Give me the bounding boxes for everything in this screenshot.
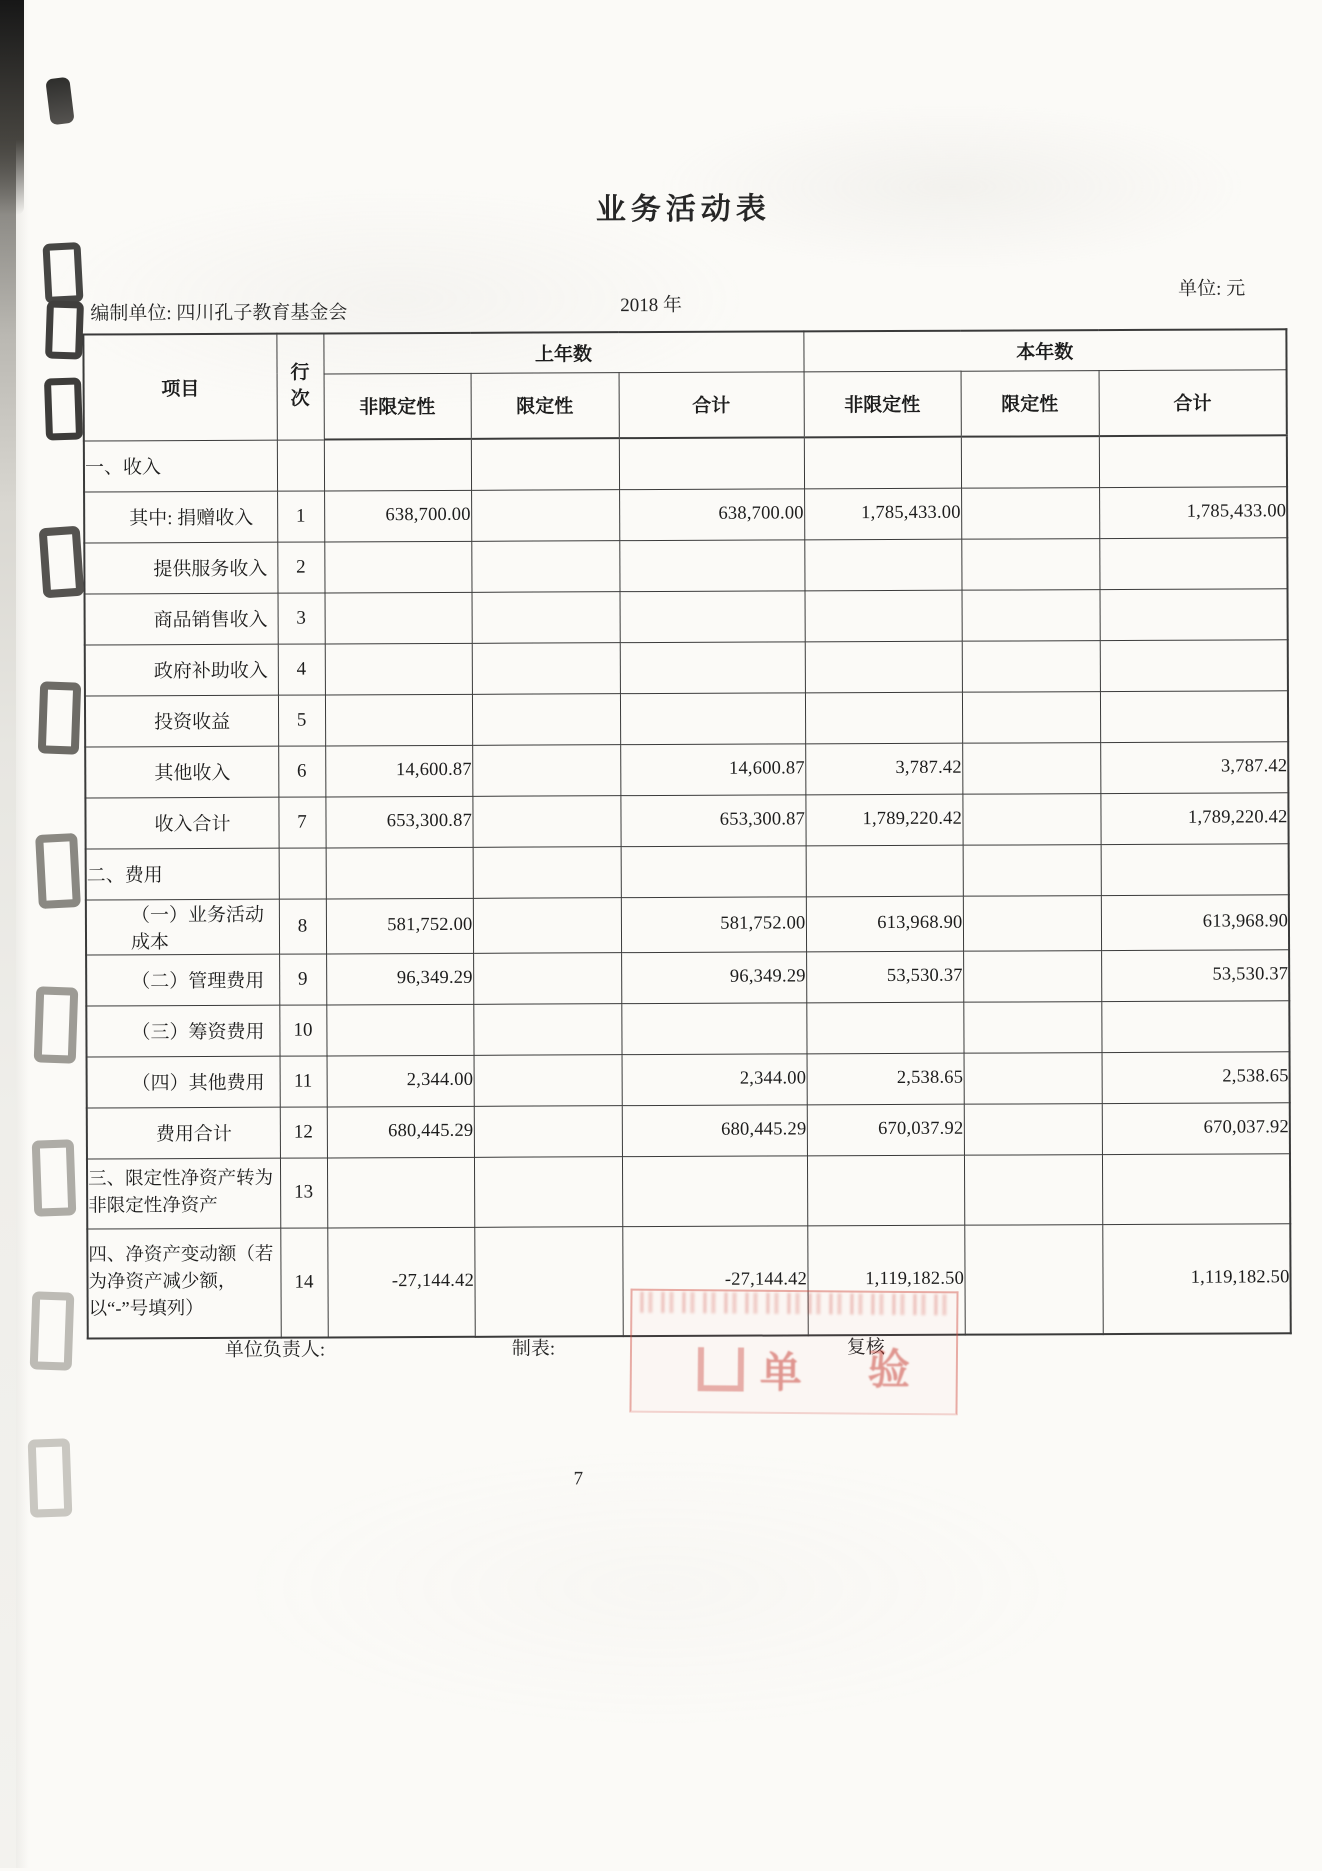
value-cell: 1,789,220.42 xyxy=(1100,792,1288,844)
value-cell xyxy=(473,897,621,953)
value-cell xyxy=(474,1105,622,1157)
table-body xyxy=(84,435,1291,1338)
header-total-curr: 合计 xyxy=(1099,369,1287,436)
value-cell: 1,119,182.50 xyxy=(1102,1223,1290,1334)
binder-hole-mark xyxy=(30,1291,75,1370)
value-cell xyxy=(964,1154,1102,1225)
value-cell: 2,344.00 xyxy=(327,1055,474,1107)
table-row xyxy=(87,1153,1290,1228)
value-cell xyxy=(621,1002,806,1054)
value-cell xyxy=(621,845,806,897)
value-cell xyxy=(961,487,1099,539)
meta-row xyxy=(82,278,1285,332)
red-stamp xyxy=(629,1289,958,1416)
scan-corner-blob xyxy=(0,0,24,215)
value-cell xyxy=(325,694,472,746)
value-cell xyxy=(474,1054,622,1106)
value-cell: -27,144.42 xyxy=(327,1227,474,1338)
item-cell: 其中: 捐赠收入 xyxy=(84,491,277,543)
value-cell: -27,144.42 xyxy=(622,1225,808,1336)
preparer-label: 制表: xyxy=(511,1338,556,1360)
row-number-cell: 14 xyxy=(280,1227,327,1337)
value-cell xyxy=(620,590,805,642)
row-number-cell: 9 xyxy=(279,953,326,1004)
value-cell: 53,530.37 xyxy=(1101,949,1289,1001)
value-cell: 653,300.87 xyxy=(325,796,472,848)
item-cell: 其他收入 xyxy=(85,746,278,798)
value-cell xyxy=(620,641,805,693)
reviewer-label: 复核 xyxy=(846,1337,885,1359)
binder-hole-mark xyxy=(28,1438,73,1517)
value-cell: 14,600.87 xyxy=(325,745,472,797)
value-cell xyxy=(1099,435,1287,487)
value-cell xyxy=(961,538,1099,590)
value-cell: 53,530.37 xyxy=(806,951,963,1003)
value-cell: 653,300.87 xyxy=(620,794,805,846)
header-total-prev: 合计 xyxy=(619,371,804,438)
stamp-small-text xyxy=(640,1292,950,1316)
binder-hole-mark xyxy=(34,986,79,1063)
value-cell xyxy=(325,643,472,695)
value-cell: 3,787.42 xyxy=(1100,741,1288,793)
value-cell: 3,787.42 xyxy=(805,743,962,795)
row-number-cell: 4 xyxy=(278,643,325,694)
value-cell xyxy=(473,846,621,898)
value-cell: 613,968.90 xyxy=(806,896,963,952)
row-number-cell: 7 xyxy=(278,796,325,847)
value-cell xyxy=(620,692,805,744)
header-row-no: 行次 xyxy=(276,333,323,439)
value-cell xyxy=(805,692,962,744)
value-cell xyxy=(474,1156,622,1227)
value-cell xyxy=(806,1002,963,1054)
binder-hole-mark xyxy=(44,377,83,440)
header-restricted-curr: 限定性 xyxy=(961,370,1099,437)
value-cell xyxy=(471,438,619,490)
item-cell: （二）管理费用 xyxy=(86,954,279,1006)
value-cell xyxy=(962,589,1100,641)
header-unrestricted-curr: 非限定性 xyxy=(804,371,961,438)
binder-hole-mark xyxy=(42,242,83,304)
row-number-cell: 10 xyxy=(279,1004,326,1055)
item-cell: （三）筹资费用 xyxy=(86,1005,279,1057)
stamp-character: 单 xyxy=(759,1350,803,1398)
value-cell xyxy=(1101,843,1289,895)
value-cell xyxy=(472,693,620,745)
table-row xyxy=(87,1102,1290,1158)
value-cell xyxy=(805,590,962,642)
table-header xyxy=(83,329,1286,440)
value-cell xyxy=(473,1003,621,1055)
table-row xyxy=(85,741,1288,797)
prepared-by-label: 编制单位: xyxy=(90,303,172,325)
binder-hole-mark xyxy=(35,833,81,909)
value-cell xyxy=(964,1224,1102,1335)
prepared-by-value: 四川孔子教育基金会 xyxy=(176,302,348,325)
value-cell xyxy=(806,845,963,897)
value-cell xyxy=(619,437,804,489)
value-cell xyxy=(471,489,619,541)
item-cell: 三、限定性净资产转为非限定性净资产 xyxy=(87,1158,280,1229)
value-cell xyxy=(963,895,1101,951)
report-year: 2018 年 xyxy=(620,294,683,317)
row-number-cell: 1 xyxy=(277,490,324,541)
row-number-cell: 2 xyxy=(277,541,324,592)
value-cell: 1,119,182.50 xyxy=(807,1225,964,1336)
item-cell: 商品销售收入 xyxy=(85,593,278,645)
table-row xyxy=(85,792,1288,848)
value-cell xyxy=(963,844,1101,896)
table-row xyxy=(87,1051,1290,1107)
row-number-cell xyxy=(277,439,324,490)
row-number-cell: 13 xyxy=(280,1157,327,1227)
value-cell xyxy=(472,744,620,796)
value-cell xyxy=(963,950,1101,1002)
page-number: 7 xyxy=(573,1468,584,1490)
item-cell: 提供服务收入 xyxy=(84,542,277,594)
value-cell xyxy=(964,1103,1102,1155)
value-cell: 2,538.65 xyxy=(1102,1051,1290,1103)
value-cell xyxy=(1102,1153,1290,1224)
value-cell xyxy=(1101,1000,1289,1052)
table-row xyxy=(86,1000,1289,1056)
value-cell xyxy=(619,539,804,591)
item-cell: （四）其他费用 xyxy=(87,1056,280,1108)
value-cell xyxy=(962,691,1100,743)
value-cell: 14,600.87 xyxy=(620,743,805,795)
row-number-cell: 5 xyxy=(278,694,325,745)
value-cell: 638,700.00 xyxy=(324,490,471,542)
item-cell: 政府补助收入 xyxy=(85,644,278,696)
table-row xyxy=(84,435,1287,491)
value-cell xyxy=(1100,588,1288,640)
value-cell xyxy=(962,742,1100,794)
row-number-cell: 11 xyxy=(280,1055,327,1106)
value-cell xyxy=(962,793,1100,845)
value-cell xyxy=(1100,639,1288,691)
value-cell: 680,445.29 xyxy=(622,1104,807,1156)
value-cell xyxy=(324,541,471,593)
item-cell: 投资收益 xyxy=(85,695,278,747)
value-cell: 670,037.92 xyxy=(807,1104,964,1156)
item-cell: （一）业务活动成本 xyxy=(86,899,279,955)
value-cell xyxy=(474,1226,622,1337)
value-cell xyxy=(807,1155,964,1226)
binder-hole-mark xyxy=(38,681,81,754)
item-cell: 一、收入 xyxy=(84,440,277,492)
value-cell xyxy=(964,1052,1102,1104)
table-row xyxy=(84,486,1287,542)
binder-hole-mark xyxy=(32,1139,77,1216)
table-row xyxy=(86,949,1289,1005)
header-curr-year: 本年数 xyxy=(803,329,1286,371)
value-cell xyxy=(804,437,961,489)
value-cell xyxy=(1099,537,1287,589)
value-cell xyxy=(327,1157,474,1228)
binder-hole-mark xyxy=(39,526,85,599)
row-number-cell: 6 xyxy=(278,745,325,796)
value-cell xyxy=(324,439,471,491)
value-cell: 1,785,433.00 xyxy=(1099,486,1287,538)
value-cell: 680,445.29 xyxy=(327,1106,474,1158)
value-cell xyxy=(622,1155,807,1226)
value-cell xyxy=(963,1001,1101,1053)
table-row xyxy=(84,537,1287,593)
row-number-cell: 8 xyxy=(279,898,326,953)
value-cell: 638,700.00 xyxy=(619,488,804,540)
header-prev-year: 上年数 xyxy=(323,331,803,373)
row-number-cell xyxy=(279,847,326,898)
value-cell xyxy=(805,641,962,693)
row-number-cell: 12 xyxy=(280,1106,327,1157)
header-unrestricted-prev: 非限定性 xyxy=(324,373,471,440)
row-number-cell: 3 xyxy=(278,592,325,643)
unit-label: 单位: 元 xyxy=(1178,278,1246,300)
header-item: 项目 xyxy=(83,334,276,441)
value-cell xyxy=(325,592,472,644)
table-row xyxy=(85,588,1288,644)
scan-edge-strip xyxy=(0,0,16,1868)
value-cell xyxy=(471,540,619,592)
value-cell xyxy=(1100,690,1288,742)
value-cell xyxy=(472,795,620,847)
value-cell xyxy=(326,847,473,899)
stamp-bracket-mark xyxy=(698,1347,744,1391)
value-cell: 581,752.00 xyxy=(326,898,473,954)
value-cell: 96,349.29 xyxy=(326,953,473,1005)
table-row xyxy=(85,690,1288,746)
responsible-label: 单位负责人: xyxy=(224,1339,326,1361)
value-cell xyxy=(472,591,620,643)
item-cell: 四、净资产变动额（若为净资产减少额，以“-”号填列） xyxy=(87,1228,280,1339)
item-cell: 二、费用 xyxy=(86,848,279,900)
value-cell xyxy=(961,436,1099,488)
value-cell: 670,037.92 xyxy=(1102,1102,1290,1154)
page-title: 业务活动表 xyxy=(595,192,771,227)
value-cell: 2,538.65 xyxy=(807,1053,964,1105)
value-cell: 613,968.90 xyxy=(1101,894,1289,950)
table-row xyxy=(86,843,1289,899)
item-cell: 收入合计 xyxy=(85,797,278,849)
value-cell xyxy=(962,640,1100,692)
value-cell xyxy=(326,1004,473,1056)
table-row xyxy=(86,894,1289,954)
item-cell: 费用合计 xyxy=(87,1107,280,1159)
value-cell xyxy=(473,952,621,1004)
value-cell: 1,785,433.00 xyxy=(804,488,961,540)
value-cell: 1,789,220.42 xyxy=(805,794,962,846)
activity-table xyxy=(82,328,1291,1339)
value-cell: 581,752.00 xyxy=(621,896,806,952)
header-restricted-prev: 限定性 xyxy=(471,372,619,439)
binder-hole-mark xyxy=(45,300,84,359)
prepared-by xyxy=(90,297,347,325)
table-row xyxy=(85,639,1288,695)
value-cell: 96,349.29 xyxy=(621,951,806,1003)
stamp-character: 验 xyxy=(867,1347,911,1395)
value-cell xyxy=(472,642,620,694)
value-cell xyxy=(804,539,961,591)
value-cell: 2,344.00 xyxy=(622,1053,807,1105)
